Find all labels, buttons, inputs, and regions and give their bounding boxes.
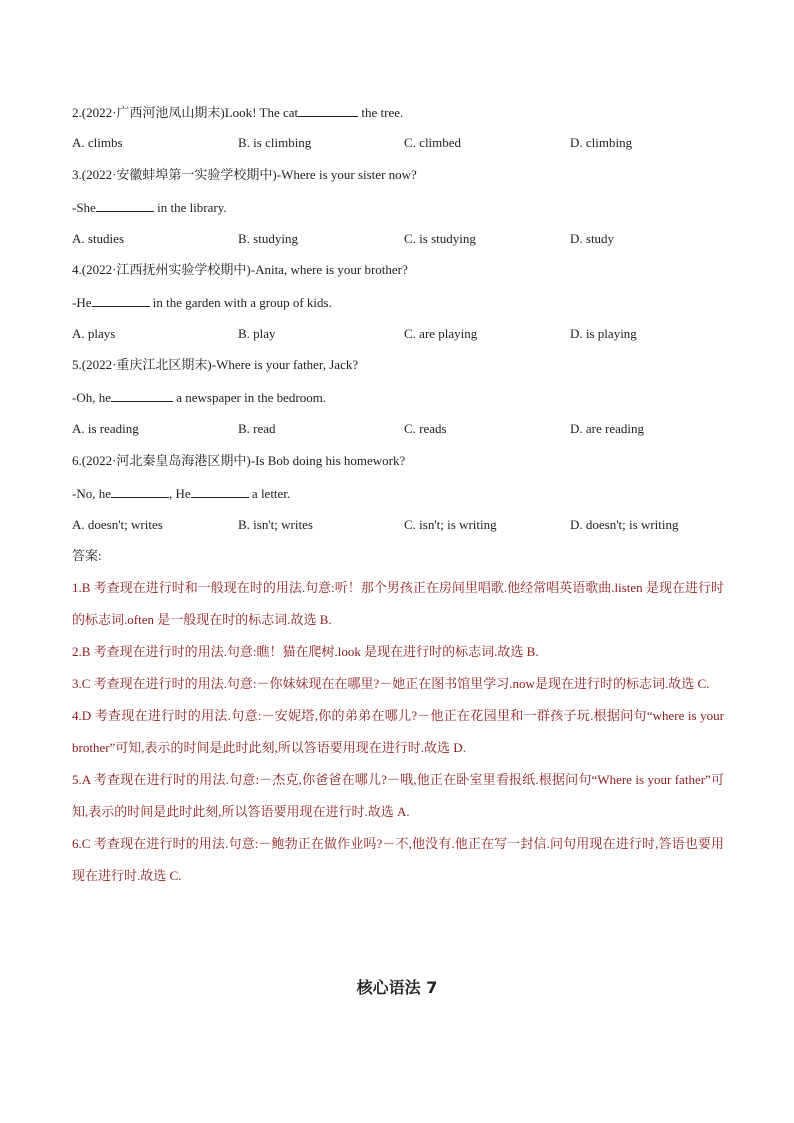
question-5-options — [72, 421, 732, 437]
option-c: C. climbed — [404, 135, 462, 150]
option-a: A. plays — [72, 326, 116, 341]
option-c: C. reads — [404, 421, 447, 436]
answer-explanations — [72, 572, 724, 892]
option-a: A. climbs — [72, 135, 123, 150]
question-5-stem: 5.(2022·重庆江北区期末)-Where is your father, Jack? — [72, 357, 359, 372]
option-b: B. play — [238, 326, 276, 341]
answer-blank — [111, 389, 173, 402]
question-2-options — [72, 135, 732, 151]
option-a: A. doesn't; writes — [72, 517, 163, 532]
answer-3: 3.C 考查现在进行时的用法.句意:－你妹妹现在在哪里?－她正在图书馆里学习.now是现在进行时的标志词.故选 C. — [72, 676, 710, 691]
section-title: 核心语法 7 — [356, 978, 438, 997]
reply-text: in the garden with a group of kids. — [149, 295, 332, 310]
option-c: C. is studying — [404, 231, 476, 246]
answer-1: 1.B 考查现在进行时和一般现在时的用法.句意:听！那个男孩正在房间里唱歌.他经常唱英语歌曲.listen 是现在进行时的标志词.often 是一般现在时的标志词.故选 B. — [72, 580, 724, 627]
answer-blank — [298, 104, 358, 117]
option-d: D. study — [570, 231, 615, 246]
question-6-stem: 6.(2022·河北秦皇岛海港区期中)-Is Bob doing his homework? — [72, 453, 406, 468]
answers-heading: 答案: — [72, 548, 102, 563]
question-text: 2.(2022·广西河池凤山期末)Look! The cat — [72, 105, 299, 120]
option-d: D. doesn't; is writing — [570, 517, 679, 532]
answer-6: 6.C 考查现在进行时的用法.句意:－鲍勃正在做作业吗?－不,他没有.他正在写一封信.问句用现在进行时,答语也要用现在进行时.故选 C. — [72, 836, 724, 883]
option-a: A. is reading — [72, 421, 139, 436]
question-2-stem — [72, 104, 403, 121]
question-text: the tree. — [358, 105, 404, 120]
reply-text: a newspaper in the bedroom. — [173, 390, 327, 405]
answer-4: 4.D 考查现在进行时的用法.句意:－安妮塔,你的弟弟在哪儿?－他正在花园里和一群孩子玩.根据问句“where is your brother”可知,表示的时间是此时此刻,所以答语要用现在进行时.故选 D. — [72, 708, 724, 755]
answer-blank — [191, 485, 249, 498]
option-d: D. are reading — [570, 421, 644, 436]
answer-2: 2.B 考查现在进行时的用法.句意:瞧！猫在爬树.look 是现在进行时的标志词.故选 B. — [72, 644, 539, 659]
option-a: A. studies — [72, 231, 124, 246]
option-c: C. are playing — [404, 326, 478, 341]
option-c: C. isn't; is writing — [404, 517, 497, 532]
reply-text: -Oh, he — [72, 390, 111, 405]
reply-text: -No, he — [72, 486, 111, 501]
answer-blank — [111, 485, 169, 498]
option-b: B. isn't; writes — [238, 517, 313, 532]
question-3-reply — [72, 199, 227, 216]
reply-text: , He — [169, 486, 191, 501]
answer-blank — [96, 199, 154, 212]
answer-5: 5.A 考查现在进行时的用法.句意:－杰克,你爸爸在哪儿?－哦,他正在卧室里看报纸.根据问句“Where is your father”可知,表示的时间是此时此刻,所以答语要用现在进行时.故选 A. — [72, 772, 724, 819]
option-b: B. is climbing — [238, 135, 312, 150]
reply-text: -He — [72, 295, 92, 310]
question-3-stem: 3.(2022·安徽蚌埠第一实验学校期中)-Where is your sister now? — [72, 167, 417, 182]
reply-text: a letter. — [248, 486, 291, 501]
question-4-stem: 4.(2022·江西抚州实验学校期中)-Anita, where is your brother? — [72, 262, 408, 277]
reply-text: -She — [72, 200, 96, 215]
option-d: D. climbing — [570, 135, 633, 150]
question-3-options — [72, 231, 732, 247]
option-d: D. is playing — [570, 326, 637, 341]
option-b: B. studying — [238, 231, 298, 246]
question-4-options — [72, 326, 732, 342]
answer-blank — [92, 294, 150, 307]
option-b: B. read — [238, 421, 276, 436]
question-6-options — [72, 517, 732, 533]
reply-text: in the library. — [153, 200, 227, 215]
question-6-reply — [72, 485, 290, 502]
question-5-reply — [72, 389, 326, 406]
question-4-reply — [72, 294, 332, 311]
